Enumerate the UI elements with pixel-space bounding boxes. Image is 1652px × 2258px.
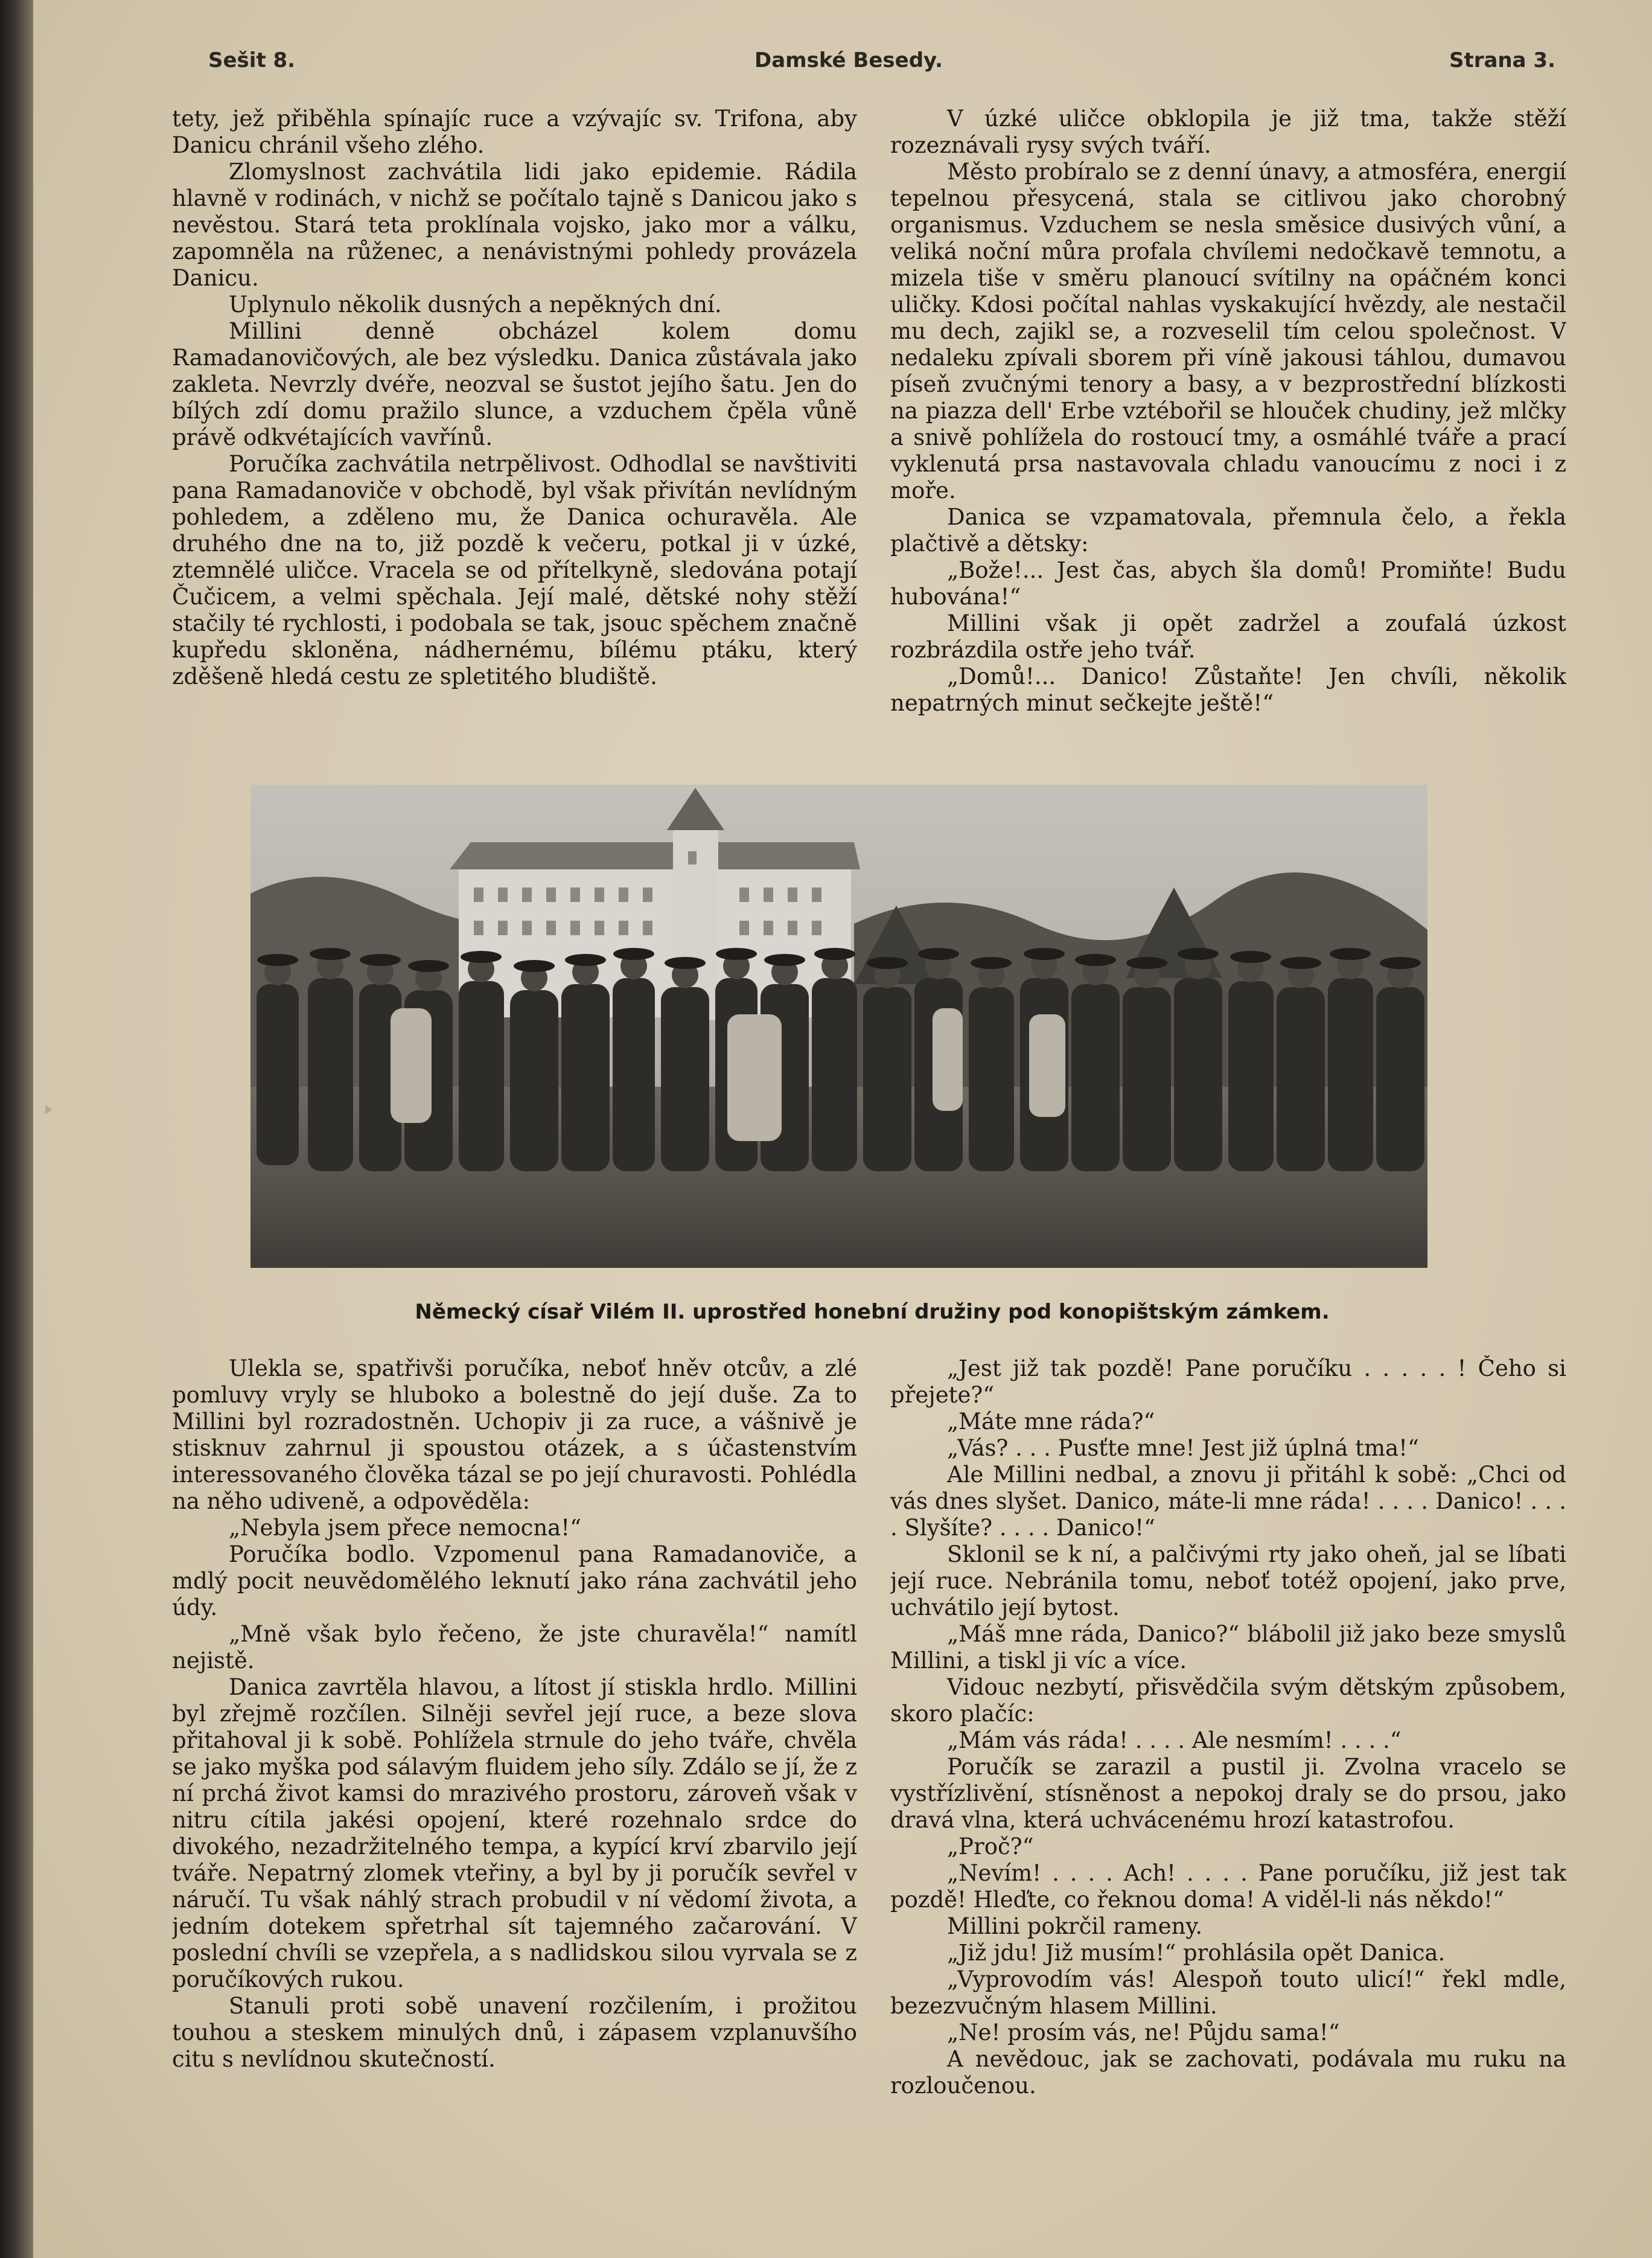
- text-column-bottom-right: [890, 1355, 1566, 2116]
- paragraph: V úzké uličce obklopila je již tma, takže stěží rozeznávali rysy svých tváří.: [890, 106, 1566, 158]
- paragraph: „Nevím! . . . . Ach! . . . . Pane poručíku, již jest tak pozdě! Hleďte, co řeknou doma! A viděl-li nás někdo!“: [890, 1860, 1566, 1913]
- paragraph: „Proč?“: [947, 1834, 1034, 1860]
- photo-illustration: [250, 785, 1427, 1268]
- paragraph: „Mám vás ráda! . . . . Ale nesmím! . . . .“: [947, 1727, 1402, 1753]
- paragraph: „Domů!... Danico! Zůstaňte! Jen chvíli, několik nepatrných minut sečkejte ještě!“: [890, 664, 1566, 716]
- paragraph: „Vás? . . . Pusťte mne! Jest již úplná tma!“: [947, 1435, 1419, 1461]
- text-column-top-left: [172, 106, 857, 740]
- paragraph: Danica se vzpamatovala, přemnula čelo, a řekla plačtivě a dětsky:: [890, 504, 1566, 557]
- page-number: Strana 3.: [1449, 48, 1555, 72]
- paragraph: Danica zavrtěla hlavou, a lítost jí stiskla hrdlo. Millini byl zřejmě rozčílen. Silněji sevřel její ruce, a beze slova přitahoval ji k sobě. Pohlížela strnule do jeho tváře, chvěla se jako myška pod sálavým fluidem jeho síly. Zdálo se jí, že z ní prchá život kamsi do mrazivého prostoru, zároveň však v nitru cítila jakési opojení, které rozehnalo srdce do divokého, nezadržitelného tempa, a kypící krví zbarvilo její tváře. Nepatrný zlomek vteřiny, a byl by ji poručík sevřel v náručí. Tu však náhlý strach probudil v ní vědomí života, a jedním dotekem spřetrhal sít tajemného začarování. V poslední chvíli se vzepřela, a s nadlidskou silou vyrvala se z poručíkových rukou.: [172, 1674, 857, 1992]
- paragraph: Ale Millini nedbal, a znovu ji přitáhl k sobě: „Chci od vás dnes slyšet. Danico, máte-li mne ráda! . . . . Danico! . . . . Slyšíte? . . . . Danico!“: [890, 1462, 1566, 1541]
- paragraph: „Jest již tak pozdě! Pane poručíku . . . . . ! Čeho si přejete?“: [890, 1355, 1566, 1408]
- margin-mark: [45, 1105, 53, 1115]
- paragraph: „Máš mne ráda, Danico?“ blábolil již jako beze smyslů Millini, a tiskl ji víc a více.: [890, 1621, 1566, 1674]
- magazine-page: [33, 0, 1652, 2258]
- paragraph: „Ne! prosím vás, ne! Půjdu sama!“: [947, 2020, 1340, 2045]
- photo-caption: Německý císař Vilém II. uprostřed honební družiny pod konopištským zámkem.: [415, 1300, 1330, 1324]
- paragraph: Poručík se zarazil a pustil ji. Zvolna vracelo se vystřízlivění, stísněnost a nepokoj draly se do prsou, jako dravá vlna, která uchvácenému hrozí katastrofou.: [890, 1754, 1566, 1833]
- paragraph: Město probíralo se z denní únavy, a atmosféra, energií tepelnou přesycená, stala se citlivou jako chorobný organismus. Vzduchem se nesla směsice dusivých vůní, a veliká noční můra profala chvílemi nedočkavě temnotu, a mizela tiše v směru planoucí svítilny na opáčném konci uličky. Kdosi počítal nahlas vyskakující hvězdy, ale nestačil mu dech, zajikl se, a rozveselil tím celou společnost. V nedaleku zpívali sborem při víně jakousi táhlou, dumavou píseň zvučnými tenory a basy, a v bezprostřední blízkosti na piazza dell' Erbe vztébořil se hlouček chudiny, jež mlčky a snivě pohlížela do rostoucí tmy, a osmáhlé tváře a prací vyklenutá prsa nastavovala chladu vanoucímu z noci i z moře.: [890, 159, 1566, 504]
- paragraph: „Nebyla jsem přece nemocna!“: [229, 1515, 582, 1541]
- text-column-bottom-left: [172, 1355, 857, 2116]
- paragraph: „Mně však bylo řečeno, že jste churavěla!“ namítl nejistě.: [172, 1621, 857, 1674]
- paragraph: Vidouc nezbytí, přisvědčila svým dětským způsobem, skoro plačíc:: [890, 1674, 1566, 1727]
- magazine-title: Damské Besedy.: [754, 48, 943, 72]
- issue-number: Sešit 8.: [208, 48, 296, 72]
- photograph-hunting-party: [250, 785, 1427, 1268]
- paragraph: Poručíka bodlo. Vzpomenul pana Ramadanoviče, a mdlý pocit neuvědomělého leknutí jako rána zachvátil jeho údy.: [172, 1541, 857, 1620]
- group-of-people: [257, 948, 1424, 1171]
- paragraph: A nevědouc, jak se zachovati, podávala mu ruku na rozloučenou.: [890, 2046, 1566, 2099]
- paragraph: Millini pokrčil rameny.: [947, 1913, 1203, 1939]
- paragraph: Sklonil se k ní, a palčivými rty jako oheň, jal se líbati její ruce. Nebránila tomu, neboť totéž opojení, jako prve, uchvátilo její bytost.: [890, 1541, 1566, 1620]
- paragraph: Millini denně obcházel kolem domu Ramadanovičových, ale bez výsledku. Danica zůstávala jako zakleta. Nevrzly dvéře, neozval se šustot jejího šatu. Jen do bílých zdí domu pražilo slunce, a vzduchem čpěla vůně právě odkvétajících vavřínů.: [172, 318, 857, 450]
- paragraph: Uplynulo několik dusných a nepěkných dní.: [229, 292, 722, 318]
- paragraph: Millini však ji opět zadržel a zoufalá úzkost rozbrázdila ostře jeho tvář.: [890, 610, 1566, 663]
- paragraph: „Vyprovodím vás! Alespoň touto ulicí!“ řekl mdle, bezezvučným hlasem Millini.: [890, 1966, 1566, 2019]
- paragraph: „Již jdu! Již musím!“ prohlásila opět Danica.: [947, 1940, 1446, 1966]
- paragraph: Ulekla se, spatřivši poručíka, neboť hněv otcův, a zlé pomluvy vryly se hluboko a bolestně do její duše. Za to Millini byl rozradostněn. Uchopiv ji za ruce, a vášnivě je stisknuv zahrnul ji spoustou otázek, a s účastenstvím interessovaného člověka tázal se po její churavosti. Pohlédla na něho udiveně, a odpověděla:: [172, 1355, 857, 1514]
- paragraph: „Máte mne ráda?“: [947, 1409, 1155, 1434]
- book-spine: [0, 0, 36, 2258]
- paragraph: „Bože!... Jest čas, abych šla domů! Promiňte! Budu hubována!“: [890, 557, 1566, 610]
- paragraph: Zlomyslnost zachvátila lidi jako epidemie. Rádila hlavně v rodinách, v nichž se počítalo tajně s Danicou jako s nevěstou. Stará teta proklínala vojsko, jako mor a válku, zapomněla na růženec, a nenávistnými pohledy provázela Danicu.: [172, 159, 857, 291]
- text-column-top-right: [890, 106, 1566, 740]
- paragraph: Poručíka zachvátila netrpělivost. Odhodlal se navštiviti pana Ramadanoviče v obchodě, byl však přivítán nevlídným pohledem, a zděleno mu, že Danica ochuravěla. Ale druhého dne na to, již pozdě k večeru, potkal ji v úzké, ztemnělé uličce. Vracela se od přítelkyně, sledována potají Čučicem, a velmi spěchala. Její malé, dětské nohy stěží stačily té rychlosti, i podobala se tak, jsouc spěchem značně kupředu skloněna, nádhernému, bílému ptáku, který zděšeně hledá cestu ze spletitého bludiště.: [172, 451, 857, 689]
- paragraph: tety, jež přiběhla spínajíc ruce a vzývajíc sv. Trifona, aby Danicu chránil všeho zlého.: [172, 106, 857, 158]
- paragraph: Stanuli proti sobě unavení rozčilením, i prožitou touhou a steskem minulých dnů, i zápasem vzplanuvšího citu s nevlídnou skutečností.: [172, 1993, 857, 2072]
